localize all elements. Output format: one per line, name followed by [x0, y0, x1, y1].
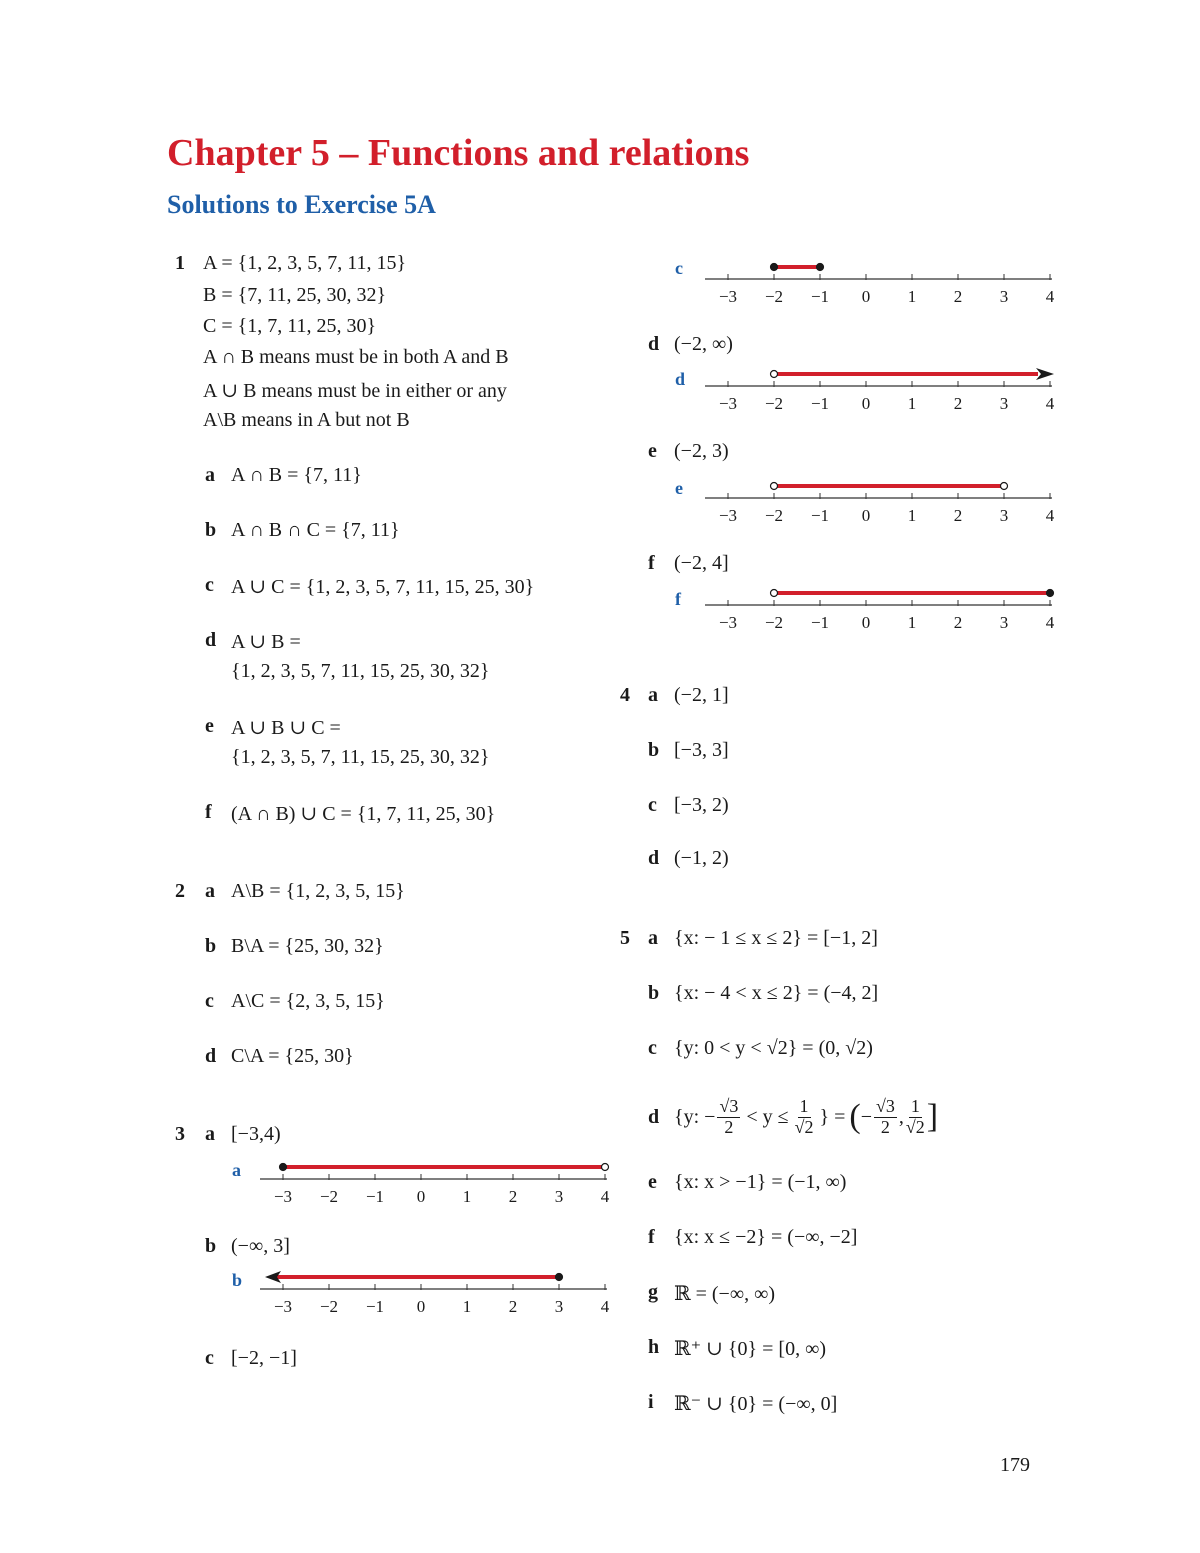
tick-label: 1 [907, 506, 917, 525]
part-label: e [648, 1171, 657, 1193]
fraction [874, 1097, 897, 1138]
denominator: √2 [905, 1116, 925, 1137]
tick-label: 2 [953, 613, 963, 632]
answer-5f: {x: x ≤ −2} = (−∞, −2] [674, 1226, 858, 1248]
tick-label: 3 [999, 394, 1009, 413]
question-number-4: 4 [620, 684, 630, 706]
tick-label: 0 [861, 287, 871, 306]
fraction [795, 1097, 814, 1138]
answer-1e: A ∪ B ∪ C = [231, 717, 341, 739]
answer-5h: ℝ⁺ ∪ {0} = [0, ∞) [674, 1338, 826, 1360]
answer-5d-equals: } = [819, 1105, 846, 1128]
closed-endpoint [771, 264, 778, 271]
tick-label: −3 [273, 1187, 293, 1206]
part-label: a [205, 464, 215, 486]
tick-label: −3 [718, 394, 738, 413]
tick-label: 3 [554, 1297, 564, 1316]
question-number-2: 2 [175, 880, 185, 902]
numerator: √3 [719, 1095, 739, 1116]
right-arrowhead [1036, 368, 1054, 380]
answer-2b: B\A = {25, 30, 32} [231, 935, 384, 957]
intersection-note: A ∩ B means must be in both A and B [203, 346, 509, 368]
closed-endpoint [280, 1164, 287, 1171]
part-label: a [648, 927, 658, 949]
exercise-subtitle: Solutions to Exercise 5A [167, 190, 436, 219]
answer-2d: C\A = {25, 30} [231, 1045, 354, 1067]
number-line-label: a [232, 1160, 241, 1180]
tick-label: 4 [1045, 287, 1055, 306]
answer-1a: A ∩ B = {7, 11} [231, 464, 362, 486]
tick-label: 4 [1045, 613, 1055, 632]
number-line-label: b [232, 1270, 243, 1290]
part-label: b [205, 519, 217, 541]
tick-label: −2 [764, 506, 784, 525]
answer-3e: (−2, 3) [674, 440, 729, 462]
tick-label: −1 [810, 506, 830, 525]
part-label: a [205, 880, 215, 902]
part-label: a [648, 684, 658, 706]
tick-label: 0 [861, 506, 871, 525]
part-label: b [205, 935, 217, 957]
tick-label: 1 [907, 613, 917, 632]
part-label: c [648, 794, 657, 816]
negative-sign: − [860, 1105, 872, 1128]
number-line-3e [700, 471, 1070, 531]
tick-label: 1 [462, 1187, 472, 1206]
answer-3d: (−2, ∞) [674, 333, 733, 355]
chapter-title: Chapter 5 – Functions and relations [167, 132, 750, 174]
tick-label: 2 [508, 1187, 518, 1206]
answer-5b: {x: − 4 < x ≤ 2} = (−4, 2] [674, 982, 879, 1004]
part-label: g [648, 1281, 658, 1303]
open-endpoint [1001, 483, 1008, 490]
part-label: f [648, 1226, 655, 1248]
fraction [717, 1097, 740, 1138]
tick-label: −2 [319, 1297, 339, 1316]
tick-label: −2 [319, 1187, 339, 1206]
tick-label: 4 [600, 1297, 610, 1316]
tick-label: 4 [1045, 394, 1055, 413]
tick-label: −1 [810, 287, 830, 306]
number-line-label: f [675, 589, 681, 609]
part-label: f [205, 801, 212, 823]
part-label: b [648, 982, 660, 1004]
part-label: c [648, 1037, 657, 1059]
tick-label: −3 [718, 613, 738, 632]
question-number-3: 3 [175, 1123, 185, 1145]
tick-label: 2 [508, 1297, 518, 1316]
part-label: d [205, 1045, 217, 1067]
tick-label: 3 [999, 287, 1009, 306]
question-number-1: 1 [175, 252, 185, 274]
part-label: a [205, 1123, 215, 1145]
tick-label: −3 [273, 1297, 293, 1316]
tick-label: 3 [999, 506, 1009, 525]
answer-1f: (A ∩ B) ∪ C = {1, 7, 11, 25, 30} [231, 803, 496, 825]
question-number-5: 5 [620, 927, 630, 949]
answer-5d-prefix: {y: − [674, 1105, 716, 1128]
part-label: f [648, 552, 655, 574]
denominator: 2 [880, 1116, 890, 1137]
union-note: A ∪ B means must be in either or any [203, 380, 507, 402]
tick-label: 4 [600, 1187, 610, 1206]
tick-label: 2 [953, 287, 963, 306]
part-label: d [648, 333, 660, 355]
answer-5e: {x: x > −1} = (−1, ∞) [674, 1171, 847, 1193]
answer-1d: A ∪ B = [231, 631, 301, 653]
answer-3f: (−2, 4] [674, 552, 729, 574]
part-label: e [648, 440, 657, 462]
tick-label: 1 [462, 1297, 472, 1316]
number-line-3f [700, 578, 1070, 638]
tick-label: 0 [861, 613, 871, 632]
number-line-3b [255, 1262, 625, 1322]
answer-5g: ℝ = (−∞, ∞) [674, 1283, 776, 1305]
number-line-3d [700, 359, 1070, 419]
tick-label: 0 [861, 394, 871, 413]
tick-label: −2 [764, 287, 784, 306]
tick-label: −2 [764, 613, 784, 632]
part-label: c [205, 574, 214, 596]
page-number: 179 [1000, 1454, 1030, 1476]
tick-label: 1 [907, 394, 917, 413]
tick-label: −2 [764, 394, 784, 413]
answer-1b: A ∩ B ∩ C = {7, 11} [231, 519, 400, 541]
set-definition-b: B = {7, 11, 25, 30, 32} [203, 284, 387, 306]
difference-note: A\B means in A but not B [203, 409, 410, 431]
right-bracket: ] [926, 1098, 939, 1135]
answer-2c: A\C = {2, 3, 5, 15} [231, 990, 385, 1012]
answer-4a: (−2, 1] [674, 684, 729, 706]
number-line-label: c [675, 258, 683, 278]
answer-2a: A\B = {1, 2, 3, 5, 15} [231, 880, 405, 902]
open-endpoint [602, 1164, 609, 1171]
tick-label: −3 [718, 506, 738, 525]
answer-5i: ℝ⁻ ∪ {0} = (−∞, 0] [674, 1393, 838, 1415]
numerator: 1 [910, 1095, 920, 1116]
left-paren: ( [849, 1098, 861, 1135]
part-label: b [205, 1235, 217, 1257]
tick-label: −1 [365, 1297, 385, 1316]
answer-5a: {x: − 1 ≤ x ≤ 2} = [−1, 2] [674, 927, 878, 949]
closed-endpoint [817, 264, 824, 271]
closed-endpoint [556, 1274, 563, 1281]
part-label: h [648, 1336, 660, 1358]
part-label: i [648, 1391, 654, 1413]
set-definition-c: C = {1, 7, 11, 25, 30} [203, 315, 377, 337]
part-label: d [648, 1106, 660, 1128]
answer-4d: (−1, 2) [674, 847, 729, 869]
open-endpoint [771, 371, 778, 378]
part-label: b [648, 739, 660, 761]
comma: , [898, 1105, 904, 1128]
set-definition-a: A = {1, 2, 3, 5, 7, 11, 15} [203, 252, 407, 274]
part-label: c [205, 1347, 214, 1369]
tick-label: 3 [554, 1187, 564, 1206]
tick-label: 0 [416, 1187, 426, 1206]
tick-label: −3 [718, 287, 738, 306]
part-label: d [205, 629, 217, 651]
closed-endpoint [1047, 590, 1054, 597]
part-label: e [205, 715, 214, 737]
numerator: 1 [799, 1095, 809, 1116]
answer-5c: {y: 0 < y < √2} = (0, √2) [674, 1037, 873, 1059]
tick-label: 1 [907, 287, 917, 306]
tick-label: 2 [953, 506, 963, 525]
tick-label: −1 [810, 394, 830, 413]
tick-label: −1 [810, 613, 830, 632]
denominator: 2 [724, 1116, 734, 1137]
part-label: d [648, 847, 660, 869]
tick-label: 3 [999, 613, 1009, 632]
number-line-3a [255, 1152, 625, 1212]
answer-3c: [−2, −1] [231, 1347, 297, 1369]
tick-label: −1 [365, 1187, 385, 1206]
answer-3a: [−3,4) [231, 1123, 281, 1145]
tick-label: 2 [953, 394, 963, 413]
open-endpoint [771, 483, 778, 490]
answer-5d-inequality: < y ≤ [746, 1105, 789, 1128]
numerator: √3 [875, 1095, 895, 1116]
part-label: c [205, 990, 214, 1012]
tick-label: 0 [416, 1297, 426, 1316]
number-line-label: e [675, 478, 683, 498]
answer-1d-continued: {1, 2, 3, 5, 7, 11, 15, 25, 30, 32} [231, 660, 490, 682]
number-line-3c [700, 252, 1070, 312]
fraction [906, 1097, 925, 1138]
open-endpoint [771, 590, 778, 597]
answer-4b: [−3, 3] [674, 739, 729, 761]
answer-4c: [−3, 2) [674, 794, 729, 816]
answer-1e-continued: {1, 2, 3, 5, 7, 11, 15, 25, 30, 32} [231, 746, 490, 768]
answer-3b: (−∞, 3] [231, 1235, 290, 1257]
number-line-label: d [675, 369, 686, 389]
denominator: √2 [794, 1116, 814, 1137]
answer-5d [674, 1087, 938, 1147]
tick-label: 4 [1045, 506, 1055, 525]
answer-1c: A ∪ C = {1, 2, 3, 5, 7, 11, 15, 25, 30} [231, 576, 535, 598]
